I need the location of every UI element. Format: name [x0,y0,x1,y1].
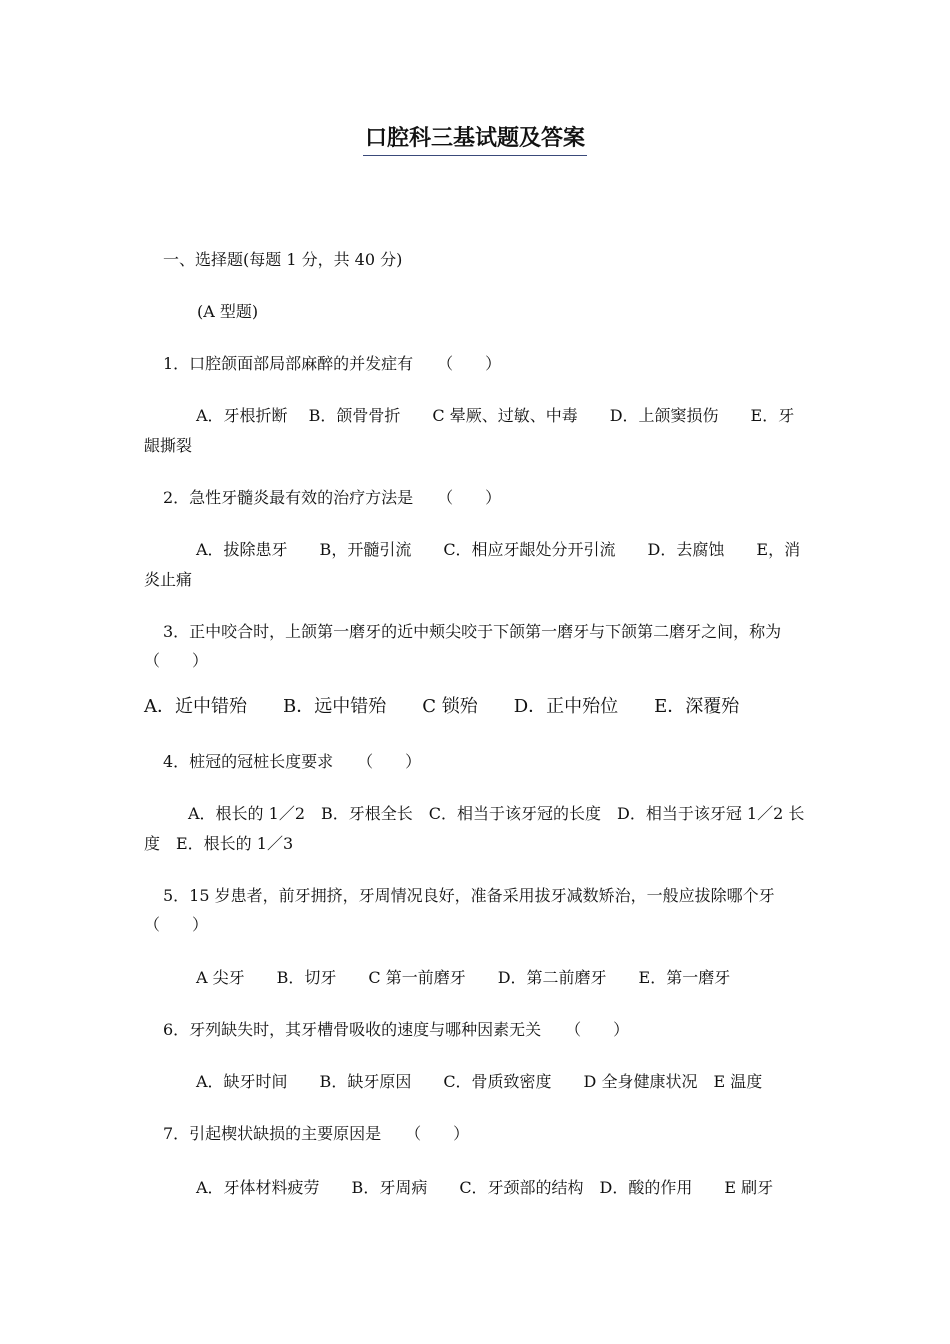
subsection-heading: (A 型题) [197,302,259,321]
question-3-stem: 3．正中咬合时，上颌第一磨牙的近中颊尖咬于下颌第一磨牙与下颌第二磨牙之间，称为 [163,622,782,641]
question-5-stem: 5．15 岁患者，前牙拥挤，牙周情况良好，准备采用拔牙减数矫治，一般应拔除哪个牙 [163,886,775,905]
question-5-options: A 尖牙 B．切牙 C 第一前磨牙 D．第二前磨牙 E．第一磨牙 [196,968,731,987]
section-heading: 一、选择题(每题 1 分，共 40 分) [163,250,403,269]
question-2-options-cont: 炎止痛 [144,570,193,589]
question-5-stem-cont: （ ） [144,915,209,934]
question-1-options: A．牙根折断 B．颌骨骨折 C 晕厥、过敏、中毒 D．上颌窦损伤 E．牙 [196,406,795,425]
question-4-stem: 4．桩冠的冠桩长度要求 （ ） [163,752,422,771]
question-6-stem: 6．牙列缺失时，其牙槽骨吸收的速度与哪种因素无关 （ ） [163,1020,630,1039]
question-7-stem: 7．引起楔状缺损的主要原因是 （ ） [163,1124,470,1143]
question-4-options-cont: 度 E．根长的 1／3 [144,834,294,853]
document-title: 口腔科三基试题及答案 [0,124,950,156]
question-2-options: A．拔除患牙 B，开髓引流 C．相应牙龈处分开引流 D．去腐蚀 E，消 [196,540,801,559]
question-3-stem-cont: （ ） [144,651,209,670]
question-7-options: A．牙体材料疲劳 B．牙周病 C．牙颈部的结构 D．酸的作用 E 刷牙 [196,1178,774,1197]
question-1-options-cont: 龈撕裂 [144,436,193,455]
question-4-options: A．根长的 1／2 B．牙根全长 C．相当于该牙冠的长度 D．相当于该牙冠 1／2 长 [188,804,805,823]
question-1-stem: 1．口腔颌面部局部麻醉的并发症有 （ ） [163,354,502,373]
question-6-options: A．缺牙时间 B．缺牙原因 C．骨质致密度 D 全身健康状况 E 温度 [196,1072,763,1091]
question-3-options: A．近中错殆 B．远中错殆 C 锁殆 D．正中殆位 E．深覆殆 [144,696,740,717]
question-2-stem: 2．急性牙髓炎最有效的治疗方法是 （ ） [163,488,502,507]
